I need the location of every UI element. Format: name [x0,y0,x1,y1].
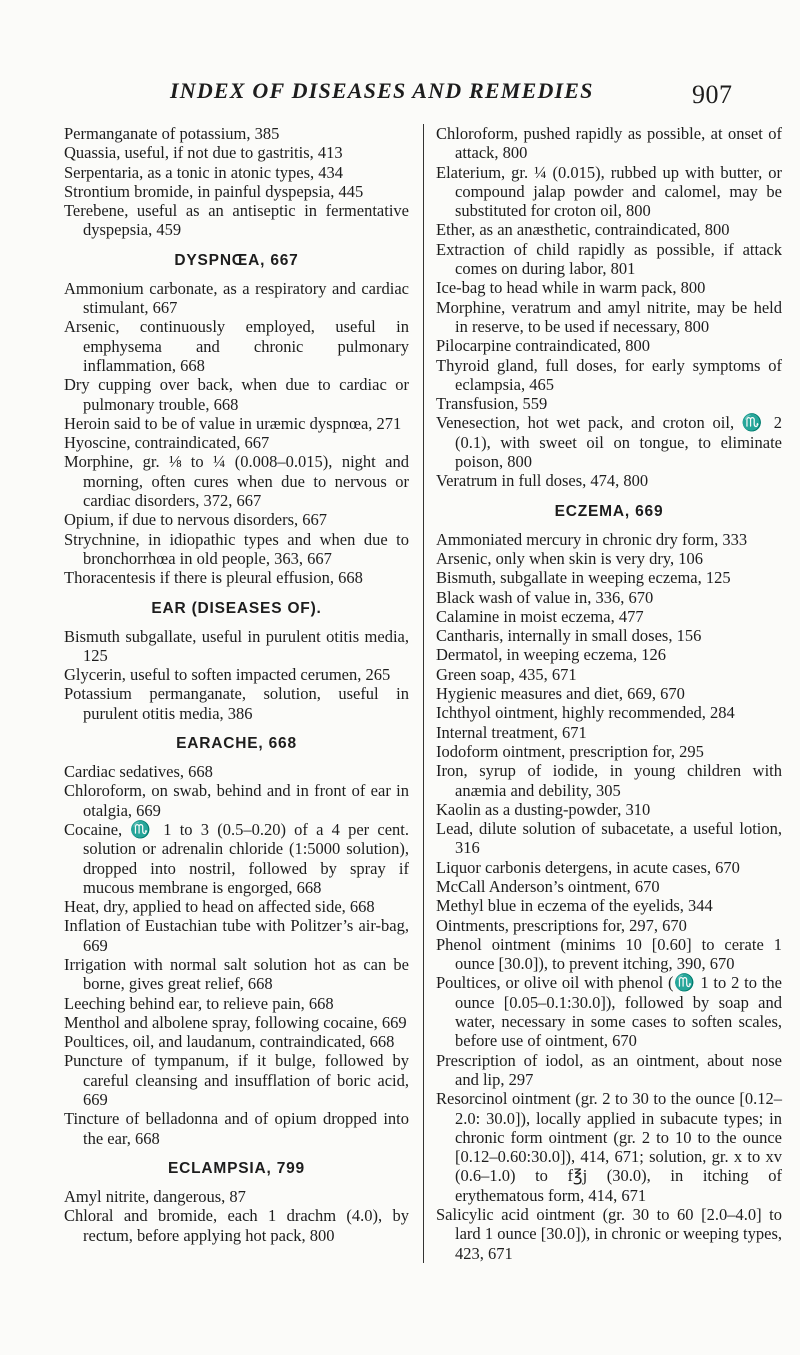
index-entry: Green soap, 435, 671 [436,664,577,684]
index-entry: Chloroform, on swab, behind and in front of ear in otalgia, 669 [64,781,409,820]
index-entry: Liquor carbonis detergens, in acute cases, 670 [436,857,740,877]
index-entry: Lead, dilute solution of subacetate, a useful lotion, 316 [436,819,782,858]
index-entry: Arsenic, only when skin is very dry, 106 [436,548,704,568]
right-column [423,124,782,1263]
index-entry: Ammonium carbonate, as a respiratory and cardiac stimulant, 667 [64,278,409,318]
index-entry: Black wash of value in, 336, 670 [436,587,654,607]
section-heading: DYSPNŒA, 667 [174,251,299,269]
index-entry: Morphine, gr. ⅛ to ¼ (0.008–0.015), night and morning, often cures when due to nervous or cardiac disorders, 372, 667 [64,452,409,511]
index-entry: Chloral and bromide, each 1 drachm (4.0), by rectum, before applying hot pack, 800 [64,1206,409,1245]
index-entry: Salicylic acid ointment (gr. 30 to 60 [2.0–4.0] to lard 1 ounce [30.0]), in chronic or weeping types, 423, 671 [436,1205,782,1263]
index-entry: Hyoscine, contraindicated, 667 [64,433,270,453]
running-title: INDEX OF DISEASES AND REMEDIES [170,78,594,103]
index-entry: Leeching behind ear, to relieve pain, 668 [64,993,334,1013]
index-entry: Cocaine, ♏ 1 to 3 (0.5–0.20) of a 4 per cent. solution or adrenalin chloride (1:5000 solution), dropped into nostril, followed by spray if mucous membrane is engorged, 668 [64,819,409,897]
index-entry: Iron, syrup of iodide, in young children with anæmia and debility, 305 [436,761,782,800]
index-entry: Iodoform ointment, prescription for, 295 [436,741,704,761]
index-entry: Tincture of belladonna and of opium dropped into the ear, 668 [64,1109,409,1148]
index-entry: Thyroid gland, full doses, for early symptoms of eclampsia, 465 [436,355,782,394]
index-entry: Strontium bromide, in painful dyspepsia, 445 [64,181,364,201]
index-entry: Glycerin, useful to soften impacted cerumen, 265 [64,665,391,685]
index-entry: Kaolin as a dusting-powder, 310 [436,799,651,819]
index-entry: Quassia, useful, if not due to gastritis, 413 [64,143,343,163]
index-entry: Bismuth, subgallate in weeping eczema, 125 [436,568,731,588]
index-entry: Dry cupping over back, when due to cardiac or pulmonary trouble, 668 [64,375,409,414]
index-entry: Dermatol, in weeping eczema, 126 [436,645,666,665]
index-entry: Cardiac sedatives, 668 [64,762,213,782]
index-entry: Permanganate of potassium, 385 [64,124,280,143]
page-header [0,78,800,112]
index-entry: Prescription of iodol, as an ointment, about nose and lip, 297 [436,1050,782,1089]
index-entry: Opium, if due to nervous disorders, 667 [64,510,328,530]
section-heading: ECZEMA, 669 [554,502,664,520]
index-entry: Extraction of child rapidly as possible, if attack comes on during labor, 801 [436,239,782,279]
index-entry: Poultices, oil, and laudanum, contraindicated, 668 [64,1032,395,1052]
index-entry: Terebene, useful as an antiseptic in fermentative dyspepsia, 459 [64,201,409,240]
index-entry: Cantharis, internally in small doses, 156 [436,626,702,646]
index-entry: Poultices, or olive oil with phenol (♏ 1 to 2 to the ounce [0.05–0.1:30.0]), followed by soap and water, necessary in some cases to soften scales, before use of ointment, 670 [436,973,782,1051]
index-entry: Ichthyol ointment, highly recommended, 284 [436,703,735,723]
index-entry: Ether, as an anæsthetic, contraindicated, 800 [436,220,730,240]
index-entry: Bismuth subgallate, useful in purulent otitis media, 125 [64,626,409,665]
section-heading: ECLAMPSIA, 799 [168,1159,305,1177]
index-entry: Internal treatment, 671 [436,722,587,742]
section-heading: EARACHE, 668 [176,735,297,753]
index-entry: Menthol and albolene spray, following cocaine, 669 [64,1012,407,1032]
index-entry: Thoracentesis if there is pleural effusion, 668 [64,568,363,588]
index-entry: Phenol ointment (minims 10 [0.60] to cerate 1 ounce [30.0]), to prevent itching, 390, 670 [436,934,782,974]
index-entry: Venesection, hot wet pack, and croton oil, ♏ 2 (0.1), with sweet oil on tongue, to eliminate poison, 800 [436,413,782,472]
index-entry: Puncture of tympanum, if it bulge, followed by careful cleansing and insufflation of boric acid, 669 [64,1051,409,1110]
index-entry: Veratrum in full doses, 474, 800 [436,471,649,491]
index-entry: Heat, dry, applied to head on affected side, 668 [64,897,375,917]
index-entry: Heroin said to be of value in uræmic dyspnœa, 271 [64,413,402,433]
section-heading: EAR (DISEASES OF). [151,599,322,617]
index-entry: Hygienic measures and diet, 669, 670 [436,684,685,704]
index-entry: Elaterium, gr. ¼ (0.015), rubbed up with butter, or compound jalap powder and calomel, may be substituted for croton oil, 800 [436,162,782,221]
index-entry: Resorcinol ointment (gr. 2 to 30 to the ounce [0.12–2.0: 30.0]), locally applied in subacute types; in chronic form ointment (gr. 2 to 10 to the ounce [0.12–0.60:30.0]), 414, 671; solution, gr. x to xv (0.6–1.0) to f℥j (30.0), in itching of erythematous form, 414, 671 [436,1089,782,1205]
index-entry: Ammoniated mercury in chronic dry form, 333 [436,529,748,549]
index-entry: Irrigation with normal salt solution hot as can be borne, gives great relief, 668 [64,954,409,994]
index-entry: Arsenic, continuously employed, useful in emphysema and chronic pulmonary inflammation, 668 [64,317,409,375]
index-entry: Potassium permanganate, solution, useful in purulent otitis media, 386 [64,684,409,723]
index-entry: Transfusion, 559 [436,394,548,414]
page-number: 907 [692,80,733,109]
index-entry: Calamine in moist eczema, 477 [436,606,644,626]
index-entry: Ice-bag to head while in warm pack, 800 [436,278,706,298]
index-entry: Strychnine, in idiopathic types and when due to bronchorrhœa in old people, 363, 667 [64,529,409,568]
index-entry: McCall Anderson’s ointment, 670 [436,876,660,896]
index-entry: Pilocarpine contraindicated, 800 [436,336,650,356]
index-entry: Amyl nitrite, dangerous, 87 [64,1186,246,1206]
index-entry: Ointments, prescriptions for, 297, 670 [436,915,687,935]
index-entry: Inflation of Eustachian tube with Politzer’s air-bag, 669 [64,916,409,955]
index-entry: Morphine, veratrum and amyl nitrite, may be held in reserve, to be used if necessary, 800 [436,297,782,336]
index-entry: Chloroform, pushed rapidly as possible, at onset of attack, 800 [436,124,782,163]
index-entry: Methyl blue in eczema of the eyelids, 344 [436,896,713,916]
left-column [64,124,409,1245]
index-entry: Serpentaria, as a tonic in atonic types, 434 [64,162,344,182]
